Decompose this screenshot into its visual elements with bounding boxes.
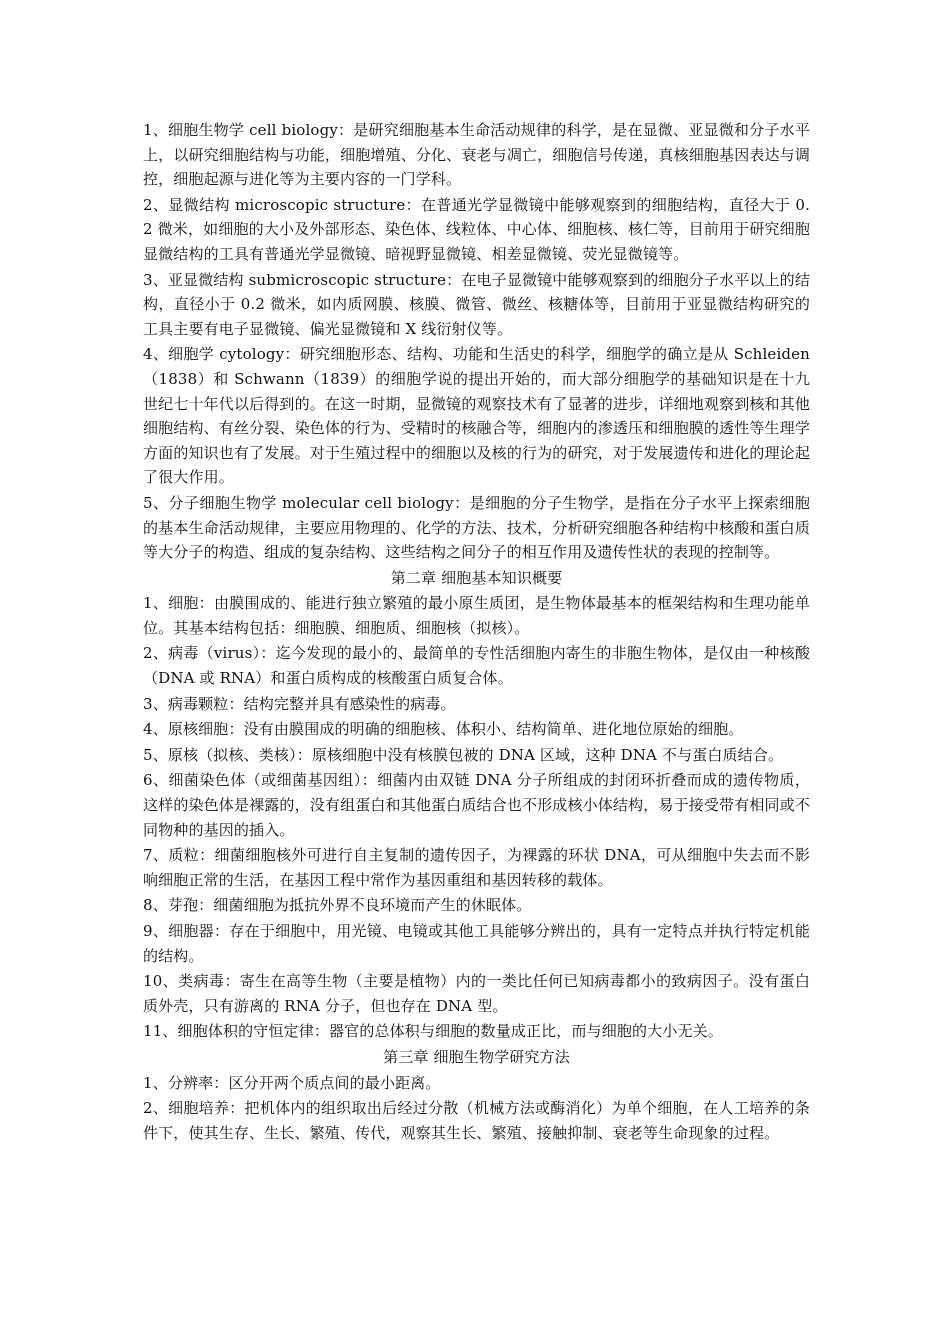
definition-submicroscopic-structure: 3、亚显微结构 submicroscopic structure：在电子显微镜中能够观察到的细胞分子水平以上的结构，直径小于 0.2 微米，如内质网膜、核膜、微管、微丝、核糖体等，目前用于亚显微结构研究的工具主要有电子显微镜、偏光显微镜和 X 线衍射仪等。 (143, 270, 810, 338)
definition-cell-culture: 2、细胞培养：把机体内的组织取出后经过分散（机械方法或酶消化）为单个细胞，在人工培养的条件下，使其生存、生长、繁殖、传代，观察其生长、繁殖、接触抑制、衰老等生命现象的过程。 (143, 1099, 810, 1142)
definition-bacterial-chromosome: 6、细菌染色体（或细菌基因组）：细菌内由双链 DNA 分子所组成的封闭环折叠而成的遗传物质，这样的染色体是裸露的，没有组蛋白和其他蛋白质结合也不形成核小体结构，易于接受带有相同或不同物种的基因的插入。 (143, 771, 810, 839)
definition-microscopic-structure: 2、显微结构 microscopic structure：在普通光学显微镜中能够观察到的细胞结构，直径大于 0.2 微米，如细胞的大小及外部形态、染色体、线粒体、中心体、细胞核、核仁等，目前用于研究细胞显微结构的工具有普通光学显微镜、暗视野显微镜、相差显微镜、荧光显微镜等。 (143, 195, 810, 263)
definition-organelle: 9、细胞器：存在于细胞中，用光镜、电镜或其他工具能够分辨出的，具有一定特点并执行特定机能的结构。 (143, 922, 810, 965)
definition-cell: 1、细胞：由膜围成的、能进行独立繁殖的最小原生质团，是生物体最基本的框架结构和生理功能单位。其基本结构包括：细胞膜、细胞质、细胞核（拟核）。 (143, 594, 810, 637)
definition-cytology: 4、细胞学 cytology：研究细胞形态、结构、功能和生活史的科学，细胞学的确立是从 Schleiden（1838）和 Schwann（1839）的细胞学说的提出开始的，而大部分细胞学的基础知识是在十九世纪七十年代以后得到的。在这一时期，显微镜的观察技术有了显著的进步，详细地观察到核和其他细胞结构、有丝分裂、染色体的行为、受精时的核融合等，细胞内的渗透压和细胞膜的透性等生理学方面的知识也有了发展。对于生殖过程中的细胞以及核的行为的研究，对于发展遗传和进化的理论起了很大作用。 (143, 345, 810, 487)
definition-plasmid: 7、质粒：细菌细胞核外可进行自主复制的遗传因子，为裸露的环状 DNA，可从细胞中失去而不影响细胞正常的生活，在基因工程中常作为基因重组和基因转移的载体。 (143, 846, 810, 889)
document-page (143, 118, 810, 1146)
definition-cell-biology: 1、细胞生物学 cell biology：是研究细胞基本生命活动规律的科学，是在显微、亚显微和分子水平上，以研究细胞结构与功能，细胞增殖、分化、衰老与凋亡，细胞信号传递，真核细胞基因表达与调控，细胞起源与进化等为主要内容的一门学科。 (143, 121, 810, 189)
chapter-2-heading: 第二章 细胞基本知识概要 (390, 568, 563, 587)
definition-virion: 3、病毒颗粒：结构完整并具有感染性的病毒。 (143, 694, 456, 713)
chapter-3-heading: 第三章 细胞生物学研究方法 (383, 1047, 570, 1066)
definition-viroid: 10、类病毒：寄生在高等生物（主要是植物）内的一类比任何已知病毒都小的致病因子。没有蛋白质外壳，只有游离的 RNA 分子，但也存在 DNA 型。 (143, 972, 810, 1015)
definition-molecular-cell-biology: 5、分子细胞生物学 molecular cell biology：是细胞的分子生物学，是指在分子水平上探索细胞的基本生命活动规律，主要应用物理的、化学的方法、技术，分析研究细胞各种结构中核酸和蛋白质等大分子的构造、组成的复杂结构、这些结构之间分子的相互作用及遗传性状的表现的控制等。 (143, 493, 810, 562)
definition-resolution: 1、分辨率：区分开两个质点间的最小距离。 (143, 1073, 441, 1092)
definition-nucleoid: 5、原核（拟核、类核）：原核细胞中没有核膜包被的 DNA 区域，这种 DNA 不与蛋白质结合。 (143, 745, 784, 764)
definition-virus: 2、病毒（virus）：迄今发现的最小的、最简单的专性活细胞内寄生的非胞生物体，是仅由一种核酸（DNA 或 RNA）和蛋白质构成的核酸蛋白质复合体。 (143, 644, 810, 688)
definition-spore: 8、芽孢：细菌细胞为抵抗外界不良环境而产生的休眠体。 (143, 896, 532, 915)
definition-prokaryotic-cell: 4、原核细胞：没有由膜围成的明确的细胞核、体积小、结构简单、进化地位原始的细胞。 (143, 720, 744, 739)
definition-cell-volume-law: 11、细胞体积的守恒定律：器官的总体积与细胞的数量成正比，而与细胞的大小无关。 (143, 1022, 723, 1041)
